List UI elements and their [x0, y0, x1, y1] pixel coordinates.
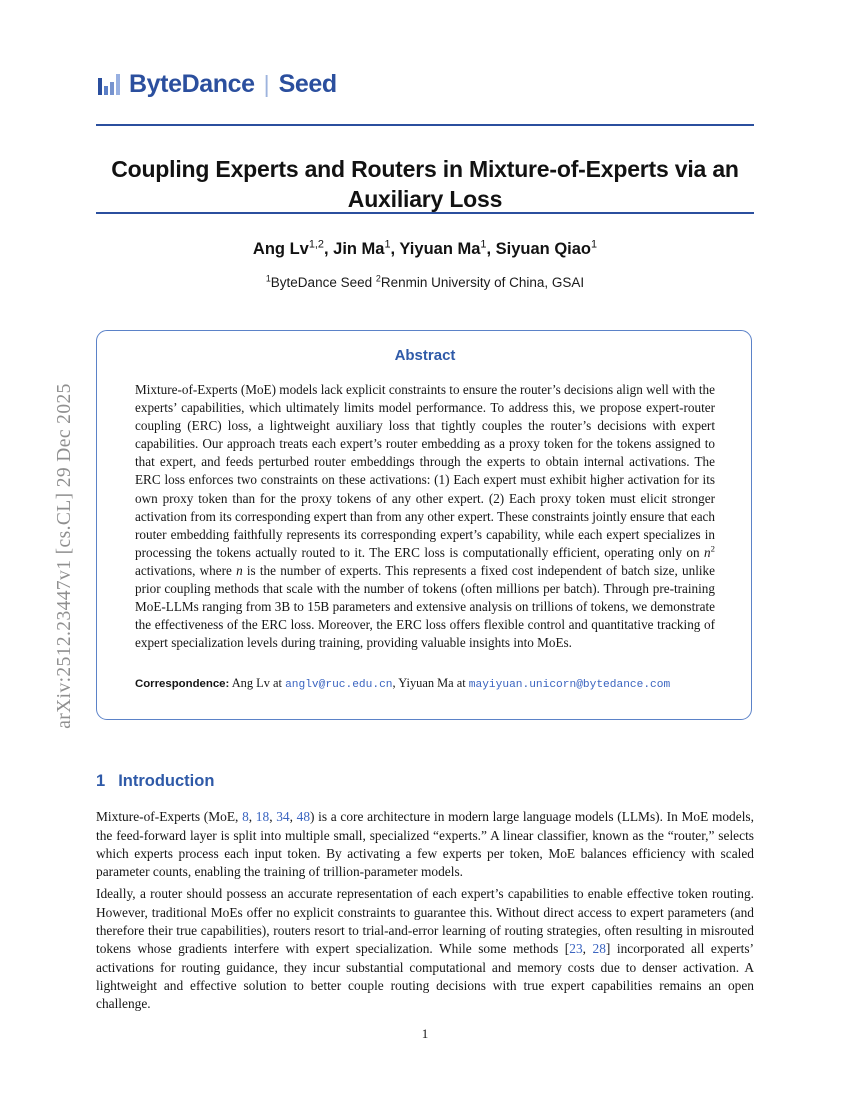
- paper-page: [96, 0, 754, 1100]
- arxiv-stamp: arXiv:2512.23447v1 [cs.CL] 29 Dec 2025: [54, 383, 75, 729]
- page-number: 1: [421, 1026, 429, 1041]
- section-number: 1: [96, 771, 106, 790]
- logo-brand-text: ByteDance: [129, 69, 255, 98]
- section-heading-introduction: [96, 772, 214, 791]
- logo-product-text: Seed: [278, 69, 337, 98]
- bytedance-bars-logo-icon: [98, 73, 122, 95]
- author-list: Ang Lv$^{1,2}$, Jin Ma$^1$, Yiyuan Ma$^1$, Siyuan Qiao$^1$: [252, 238, 598, 258]
- affiliation-list: $^1$ByteDance Seed $^2$Renmin University of China, GSAI: [265, 273, 585, 290]
- abstract-body: Mixture-of-Experts (MoE) models lack explicit constraints to ensure the router’s decisions align well with the experts’ capabilities, which ultimately limits model performance. To address this, we propose expert-router coupling (ERC) loss, a lightweight auxiliary loss that tightly couples the router’s decisions with expert capabilities. Our approach treats each expert’s router embedding as a proxy token for the tokens assigned to that expert, and feeds perturbed router embeddings through the experts to obtain internal activations. The ERC loss enforces two constraints on these activations: (1) Each expert must exhibit higher activation for its own proxy token than for the proxy tokens of any other expert. (2) Each proxy token must elicit stronger activation from its corresponding expert than from any other expert. These constraints jointly ensure that each router embedding faithfully represents its corresponding expert’s capability, while each expert specializes in processing the tokens actually routed to it. The ERC loss is computationally efficient, operating only on $n^2$ activations, where n is the number of experts. This represents a fixed cost independent of batch size, unlike prior coupling methods that scale with the number of tokens (often millions per batch). Through pre-training MoE-LLMs ranging from 3B to 15B parameters and extensive analysis on trillions of tokens, we demonstrate the effectiveness of the ERC loss. Moreover, the ERC loss offers flexible control and quantitative tracking of expert specialization levels during training, providing valuable insights into MoEs.: [135, 382, 715, 651]
- section-title: Introduction: [118, 771, 215, 790]
- logo-divider: |: [263, 70, 270, 97]
- page-title: Coupling Experts and Routers in Mixture-of-Experts via an Auxiliary Loss: [111, 156, 739, 213]
- abstract-box: [96, 330, 752, 720]
- correspondence-line: Correspondence: Ang Lv at anglv@ruc.edu.cn, Yiyuan Ma at mayiyuan.unicorn@bytedance.com: [135, 676, 671, 691]
- title-rule-top: [96, 124, 754, 126]
- body-paragraph: Ideally, a router should possess an accurate representation of each expert’s capabilities to enable effective token routing. However, traditional MoEs offer no explicit constraints to guarantee this. Without direct access to expert parameters (and therefore their true capabilities), routers resort to trial-and-error learning of routing strategies, often resulting in misrouted tokens whose gradients interfere with expert specialization. While some methods [23, 28] incorporated all experts’ activations for routing guidance, they incur substantial computational and memory costs due to denser activation. A lightweight and effective solution to better couple routing decisions with true expert capabilities remains an open challenge.: [96, 886, 755, 1012]
- abstract-heading: Abstract: [394, 347, 456, 364]
- body-paragraph: Mixture-of-Experts (MoE, 8, 18, 34, 48) is a core architecture in modern large language models (LLMs). In MoE models, the feed-forward layer is split into multiple small, specialized “experts.” A linear classifier, known as the “router,” selects which experts process each input token. By activating a few experts per token, MoE balances efficiency with scaled parameter counts, enabling the training of trillion-parameter models.: [96, 809, 754, 880]
- bytedance-seed-logo: [98, 68, 337, 100]
- title-rule-bottom: [96, 212, 754, 214]
